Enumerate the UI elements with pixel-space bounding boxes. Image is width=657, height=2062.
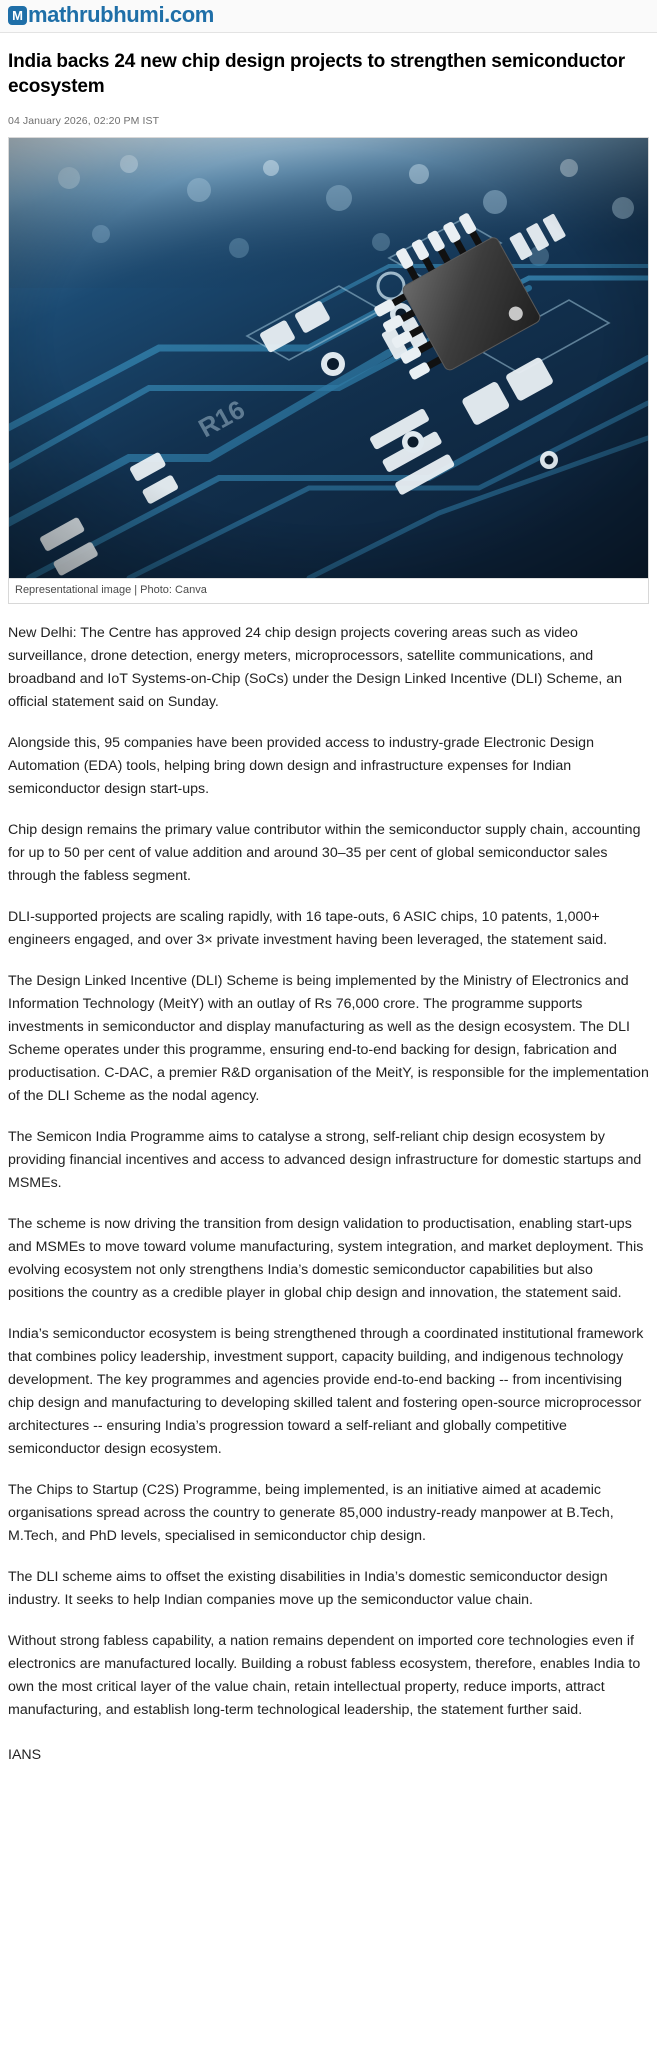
hero-caption: Representational image | Photo: Canva [9, 578, 648, 603]
mathrubhumi-m-icon: M [8, 6, 27, 25]
article-container [0, 49, 657, 1791]
article-paragraph: India’s semiconductor ecosystem is being strengthened through a coordinated institutional framework that combines policy leadership, investment support, capacity building, and indigenous technology development. The key programmes and agencies provide end-to-end backing -- from incentivising chip design and manufacturing to developing skilled talent and fostering open-source microprocessor architectures -- ensuring India’s progression toward a self-reliant and globally competitive semiconductor design ecosystem. [8, 1326, 644, 1458]
article-paragraph: Chip design remains the primary value contributor within the semiconductor supply chain, accounting for up to 50 per cent of value addition and around 30–35 per cent of global semiconductor sales through the fabless segment. [8, 822, 641, 885]
article-agency-credit: IANS [8, 1747, 42, 1764]
article-paragraph: New Delhi: The Centre has approved 24 chip design projects covering areas such as video surveillance, drone detection, energy meters, microprocessors, satellite communications, and broadband and IoT Systems-on-Chip (SoCs) under the Design Linked Incentive (DLI) Scheme, an official statement said on Sunday. [8, 625, 623, 711]
hero-figure [8, 137, 649, 604]
site-name: mathrubhumi.com [28, 2, 214, 27]
article-paragraph: DLI-supported projects are scaling rapidly, with 16 tape-outs, 6 ASIC chips, 10 patents, 1,000+ engineers engaged, and over 3× private investment having been leveraged, the statement said. [8, 909, 608, 949]
article-paragraph: The Design Linked Incentive (DLI) Scheme is being implemented by the Ministry of Electronics and Information Technology (MeitY) with an outlay of Rs 76,000 crore. The programme supports investments in semiconductor and display manufacturing as well as the design ecosystem. The DLI Scheme operates under this programme, ensuring end-to-end backing for design, fabrication and productisation. C-DAC, a premier R&D organisation of the MeitY, is responsible for the implementation of the DLI Scheme as the nodal agency. [8, 973, 649, 1105]
site-header [0, 0, 657, 33]
article-paragraph: Without strong fabless capability, a nation remains dependent on imported core technologies even if electronics are manufactured locally. Building a robust fabless ecosystem, therefore, enables India to own the most critical layer of the value chain, retain intellectual property, reduce imports, attract manufacturing, and establish long-term technological leadership, the statement further said. [8, 1633, 641, 1719]
article-paragraph: The Chips to Startup (C2S) Programme, being implemented, is an initiative aimed at academic organisations spread across the country to generate 85,000 industry-ready manpower at B.Tech, M.Tech, and PhD levels, specialised in semiconductor chip design. [8, 1482, 614, 1545]
site-logo-link[interactable] [8, 4, 214, 26]
article-paragraph: The DLI scheme aims to offset the existing disabilities in India’s domestic semiconductor design industry. It seeks to help Indian companies move up the semiconductor value chain. [8, 1569, 608, 1609]
article-timestamp: 04 January 2026, 02:20 PM IST [8, 115, 160, 128]
article-paragraph: Alongside this, 95 companies have been provided access to industry-grade Electronic Design Automation (EDA) tools, helping bring down design and infrastructure expenses for Indian semiconductor design start-ups. [8, 735, 594, 798]
article-paragraph: The scheme is now driving the transition from design validation to productisation, enabling start-ups and MSMEs to move toward volume manufacturing, system integration, and market deployment. This evolving ecosystem not only strengthens India’s domestic semiconductor capabilities but also positions the country as a credible player in global chip design and innovation, the statement said. [8, 1216, 644, 1302]
article-body [8, 622, 649, 1791]
hero-image [9, 138, 648, 578]
article-headline: India backs 24 new chip design projects to strengthen semiconductor ecosystem [8, 51, 625, 98]
article-paragraph: The Semicon India Programme aims to catalyse a strong, self-reliant chip design ecosystem by providing financial incentives and access to advanced design infrastructure for domestic startups and MSMEs. [8, 1129, 642, 1192]
